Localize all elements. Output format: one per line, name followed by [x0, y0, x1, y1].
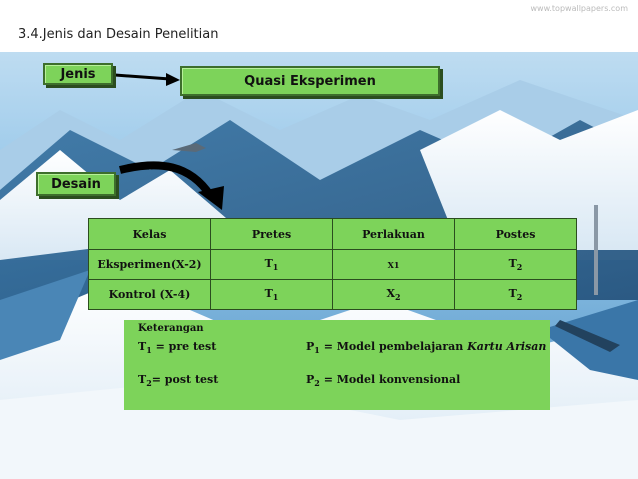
table-row	[89, 250, 577, 280]
table-row	[89, 280, 577, 310]
t1-legend: $T_1$ = pre test	[138, 340, 217, 356]
header-postes: Postes	[455, 219, 577, 250]
table-header-row	[89, 219, 577, 250]
cell-perlakuan: $X_2$	[333, 280, 455, 310]
cell-postes: $T_2$	[455, 280, 577, 310]
cell-postes: $T_2$	[455, 250, 577, 280]
p2-legend: $P_2$ = Model konvensional	[306, 373, 461, 389]
header-pretes: Pretes	[211, 219, 333, 250]
header-perlakuan: Perlakuan	[333, 219, 455, 250]
cell-pretes: $T_1$	[211, 250, 333, 280]
keterangan-box	[124, 320, 550, 410]
header-kelas: Kelas	[89, 219, 211, 250]
cell-kelas: Kontrol (X-4)	[89, 280, 211, 310]
keterangan-heading: Keterangan	[138, 323, 204, 334]
desain-label: Desain	[51, 176, 101, 192]
p1-legend: $P_1$ = Model pembelajaran Kartu Arisan	[306, 340, 547, 356]
page-title: 3.4.Jenis dan Desain Penelitian	[18, 27, 219, 42]
jenis-label: Jenis	[60, 66, 96, 82]
quasi-eksperimen-box	[180, 66, 440, 96]
quasi-eksperimen-label: Quasi Eksperimen	[244, 73, 376, 89]
arrow-right-icon	[166, 73, 180, 86]
design-table	[88, 218, 576, 310]
curved-arrow-icon	[120, 165, 210, 195]
cell-perlakuan: X1	[333, 250, 455, 280]
watermark: www.topwallpapers.com	[530, 4, 628, 13]
jenis-label-box	[43, 63, 113, 85]
cell-kelas: Eksperimen(X-2)	[89, 250, 211, 280]
cell-pretes: $T_1$	[211, 280, 333, 310]
t2-legend: $T_2=$ post test	[138, 373, 219, 389]
desain-label-box	[36, 172, 116, 196]
